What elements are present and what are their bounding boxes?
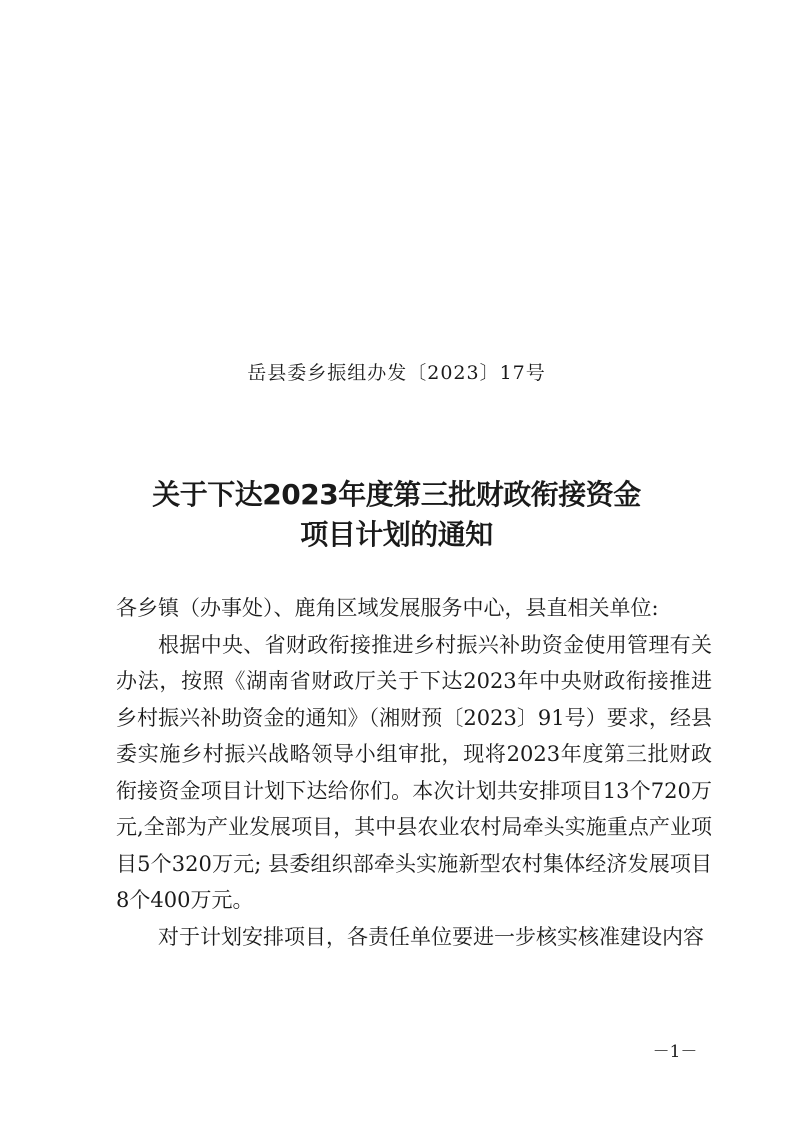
document-number: 岳县委乡振组办发〔2023〕17号	[247, 362, 546, 384]
body-paragraph-2: 对于计划安排项目，各责任单位要进一步核实核准建设内容	[158, 924, 704, 949]
title-line-1: 关于下达2023年度第三批财政衔接资金	[152, 478, 641, 511]
page-number: －1－	[652, 1042, 698, 1062]
document-body	[116, 590, 712, 955]
body-paragraph-1: 根据中央、省财政衔接推进乡村振兴补助资金使用管理有关办法，按照《湖南省财政厅关于下达2023年中央财政衔接推进乡村振兴补助资金的通知》（湘财预〔2023〕91号）要求，经县委实施乡村振兴战略领导小组审批，现将2023年度第三批财政衔接资金项目计划下达给你们。本次计划共安排项目13个720万元,全部为产业发展项目，其中县农业农村局牵头实施重点产业项目5个320万元; 县委组织部牵头实施新型农村集体经济发展项目8个400万元。	[116, 632, 712, 912]
salutation: 各乡镇（办事处）、鹿角区域发展服务中心，县直相关单位:	[116, 596, 659, 620]
title-line-2: 项目计划的通知	[300, 518, 493, 551]
document-title	[0, 475, 793, 555]
